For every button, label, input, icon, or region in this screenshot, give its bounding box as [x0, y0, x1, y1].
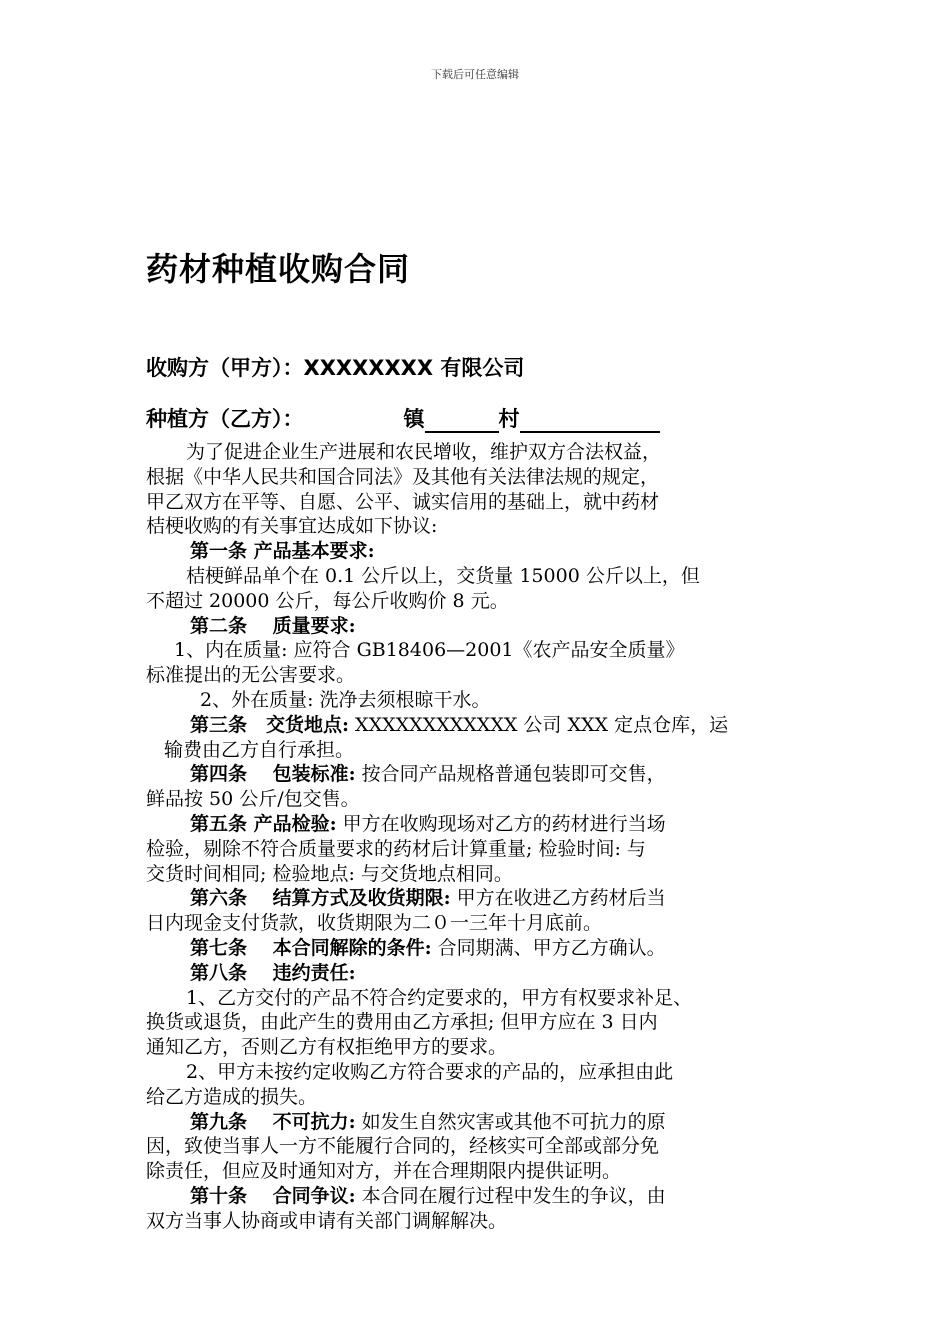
body-text: 不超过 20000 公斤，每公斤收购价 8 元。: [146, 589, 509, 612]
body-text: 输费由乙方自行承担。: [164, 738, 355, 761]
body-text: 双方当事人协商或申请有关部门调解解决。: [146, 1209, 508, 1232]
body-line: [146, 614, 826, 639]
body-line: [146, 986, 826, 1011]
body-line: [146, 663, 826, 688]
clause-heading: 第二条 质量要求:: [190, 614, 356, 637]
body-text: 换货或退货，由此产生的费用由乙方承担; 但甲方应在 3 日内: [146, 1011, 658, 1034]
body-line: [146, 465, 826, 490]
body-line: [146, 738, 826, 763]
clause-heading: 第九条 不可抗力:: [190, 1110, 356, 1133]
body-text: 如发生自然灾害或其他不可抗力的原: [355, 1110, 666, 1133]
body-text: 除责任，但应及时通知对方，并在合理期限内提供证明。: [146, 1160, 622, 1183]
body-text: 本合同在履行过程中发生的争议，由: [355, 1184, 666, 1207]
body-line: [146, 936, 826, 961]
body-line: [146, 514, 826, 539]
clause-heading: 第十条 合同争议:: [190, 1184, 356, 1207]
body-line: [146, 1209, 826, 1234]
body-text: 因，致使当事人一方不能履行合同的，经核实可全部或部分免: [146, 1135, 660, 1158]
body-line: [146, 1060, 826, 1085]
body-text: 1、乙方交付的产品不符合约定要求的，甲方有权要求补足、: [186, 986, 693, 1009]
body-line: [146, 1085, 826, 1110]
body-line: [146, 862, 826, 887]
body-text: 鲜品按 50 公斤/包交售。: [146, 788, 360, 811]
clause-heading: 第七条 本合同解除的条件:: [190, 936, 432, 959]
body-line: [146, 713, 826, 738]
body-line: [146, 1035, 826, 1060]
body-line: [146, 961, 826, 986]
body-line: [146, 1184, 826, 1209]
town-label: 镇: [403, 407, 425, 431]
body-line: [146, 1110, 826, 1135]
body-line: [146, 490, 826, 515]
body-line: [146, 837, 826, 862]
document-title: 药材种植收购合同: [146, 250, 411, 288]
body-line: [146, 638, 826, 663]
clause-heading: 第四条 包装标准:: [190, 763, 356, 786]
party-b-label: 种植方（乙方）：: [146, 407, 304, 431]
body-text: 日内现金支付货款，收货期限为二０一三年十月底前。: [146, 912, 603, 935]
clause-heading: 第三条 交货地点:: [190, 713, 350, 736]
body-text: 检验，剔除不符合质量要求的药材后计算重量; 检验时间: 与: [146, 837, 646, 860]
clause-heading: 第一条 产品基本要求:: [190, 540, 375, 563]
body-text: 根据《中华人民共和国合同法》及其他有关法律法规的规定，: [146, 465, 660, 488]
body-line: [146, 440, 826, 465]
body-line: [146, 1159, 826, 1184]
body-text: 给乙方造成的损失。: [146, 1085, 318, 1108]
body-text: 按合同产品规格普通包装即可交售，: [355, 763, 666, 786]
body-line: [146, 564, 826, 589]
body-text: 标准提出的无公害要求。: [146, 664, 356, 687]
body-line: [146, 688, 826, 713]
body-text: 2、外在质量: 洗净去须根晾干水。: [200, 688, 491, 711]
body-line: [146, 886, 826, 911]
body-line: [146, 539, 826, 564]
body-text: 甲乙双方在平等、自愿、公平、诚实信用的基础上，就中药材: [146, 490, 660, 513]
body-line: [146, 1134, 826, 1159]
body-text: 甲方在收进乙方药材后当: [450, 887, 666, 910]
clause-heading: 第五条 产品检验:: [190, 812, 337, 835]
body-line: [146, 1010, 826, 1035]
party-a-line: 收购方（甲方）：XXXXXXXX 有限公司: [146, 356, 525, 380]
body-text: 1、内在质量: 应符合 GB18406—2001《农产品安全质量》: [174, 639, 685, 662]
body-text: XXXXXXXXXXXX 公司 XXX 定点仓库，运: [349, 713, 729, 736]
body-text: 合同期满、甲方乙方确认。: [431, 936, 666, 959]
clause-heading: 第六条 结算方式及收货期限:: [190, 887, 451, 910]
clause-heading: 第八条 违约责任:: [190, 961, 356, 984]
body-text: 甲方在收购现场对乙方的药材进行当场: [336, 812, 666, 835]
body-text: 通知乙方，否则乙方有权拒绝甲方的要求。: [146, 1036, 508, 1059]
body-text: 桔梗鲜品单个在 0.1 公斤以上，交货量 15000 公斤以上，但: [186, 564, 700, 587]
body-text: 交货时间相同; 检验地点: 与交货地点相同。: [146, 862, 513, 885]
body-text: 桔梗收购的有关事宜达成如下协议:: [146, 515, 438, 538]
village-label: 村: [498, 407, 520, 431]
party-b-line: [146, 403, 660, 433]
town-blank: [425, 409, 499, 433]
contract-body: [146, 440, 826, 1234]
body-line: [146, 762, 826, 787]
body-line: [146, 911, 826, 936]
body-line: [146, 812, 826, 837]
village-blank: [520, 409, 660, 433]
header-note: 下载后可任意编辑: [431, 68, 519, 81]
body-text: 2、甲方未按约定收购乙方符合要求的产品的，应承担由此: [186, 1060, 674, 1083]
body-line: [146, 589, 826, 614]
body-line: [146, 787, 826, 812]
body-text: 为了促进企业生产进展和农民增收，维护双方合法权益，: [186, 441, 662, 463]
